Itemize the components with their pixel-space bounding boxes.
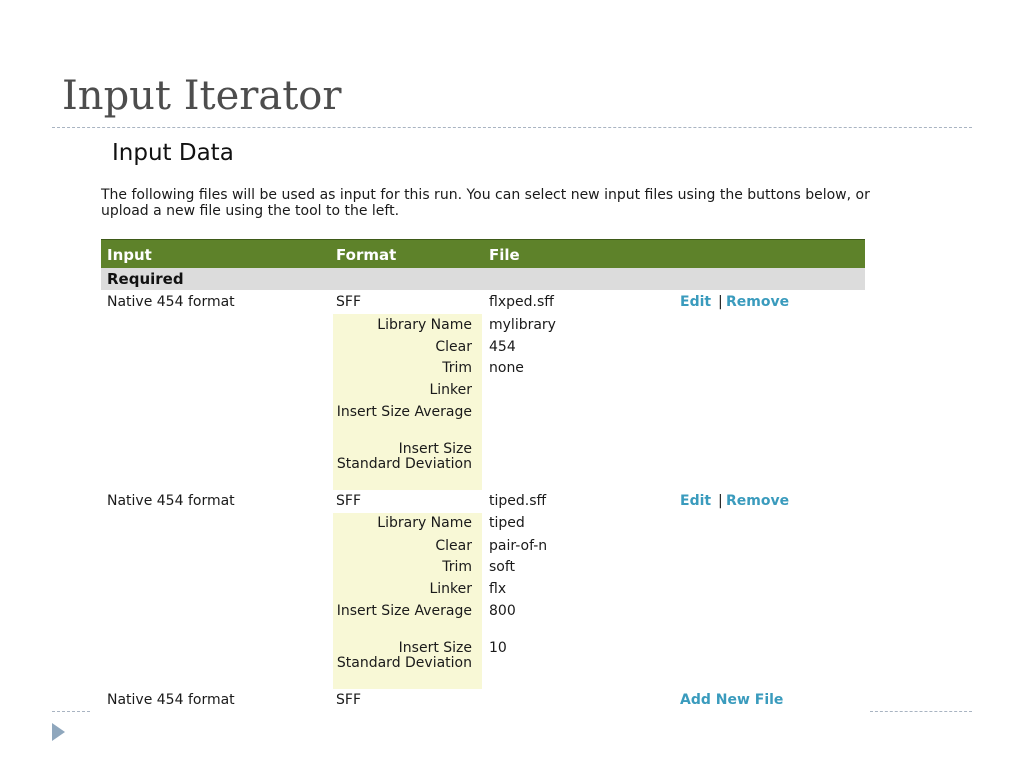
footer-divider-right	[870, 711, 972, 712]
param-label-library-name: Library Name	[377, 515, 472, 531]
input-type: Native 454 format	[107, 692, 235, 708]
param-label-insert-size-std-dev: Insert Size Standard Deviation	[336, 441, 472, 472]
param-value-clear: 454	[489, 339, 516, 355]
panel-heading: Input Data	[112, 140, 234, 166]
footer-divider-left	[52, 711, 90, 712]
file-name: tiped.sff	[489, 493, 547, 509]
table-header	[101, 239, 865, 268]
param-value-clear: pair-of-n	[489, 538, 548, 554]
section-label: Required	[107, 270, 184, 288]
param-label-insert-size-std-dev: Insert Size Standard Deviation	[336, 640, 472, 671]
param-label-insert-size-average: Insert Size Average	[336, 404, 472, 420]
link-separator: |	[718, 294, 723, 310]
format-value: SFF	[336, 493, 361, 509]
column-header-input: Input	[107, 246, 152, 264]
column-header-file: File	[489, 246, 520, 264]
file-name: flxped.sff	[489, 294, 554, 310]
title-divider	[52, 127, 972, 128]
param-value-library-name: tiped	[489, 515, 525, 531]
param-value-trim: soft	[489, 559, 516, 575]
param-value-library-name: mylibrary	[489, 317, 556, 333]
param-label-clear: Clear	[435, 339, 472, 355]
column-header-format: Format	[336, 246, 397, 264]
format-value: SFF	[336, 294, 361, 310]
link-separator: |	[718, 493, 723, 509]
intro-text: The following files will be used as input for this run. You can select new input files using the buttons below, or upload a new file using the tool to the left.	[101, 187, 870, 219]
param-label-trim: Trim	[442, 559, 472, 575]
param-label-library-name: Library Name	[377, 317, 472, 333]
param-label-linker: Linker	[429, 382, 472, 398]
param-value-trim: none	[489, 360, 524, 376]
edit-link[interactable]: Edit	[680, 493, 712, 509]
triangle-bullet-icon	[52, 723, 65, 741]
param-label-insert-size-average: Insert Size Average	[336, 603, 472, 619]
add-new-file-link[interactable]: Add New File	[680, 692, 784, 708]
remove-link[interactable]: Remove	[726, 294, 790, 310]
input-type: Native 454 format	[107, 493, 235, 509]
param-label-trim: Trim	[442, 360, 472, 376]
slide-title: Input Iterator	[62, 73, 342, 119]
input-type: Native 454 format	[107, 294, 235, 310]
param-label-linker: Linker	[429, 581, 472, 597]
remove-link[interactable]: Remove	[726, 493, 790, 509]
edit-link[interactable]: Edit	[680, 294, 712, 310]
param-value-linker: flx	[489, 581, 507, 597]
param-value-insert-size-std-dev: 10	[489, 640, 507, 656]
param-label-clear: Clear	[435, 538, 472, 554]
param-value-insert-size-average: 800	[489, 603, 516, 619]
section-row-required	[101, 268, 865, 290]
format-value: SFF	[336, 692, 361, 708]
